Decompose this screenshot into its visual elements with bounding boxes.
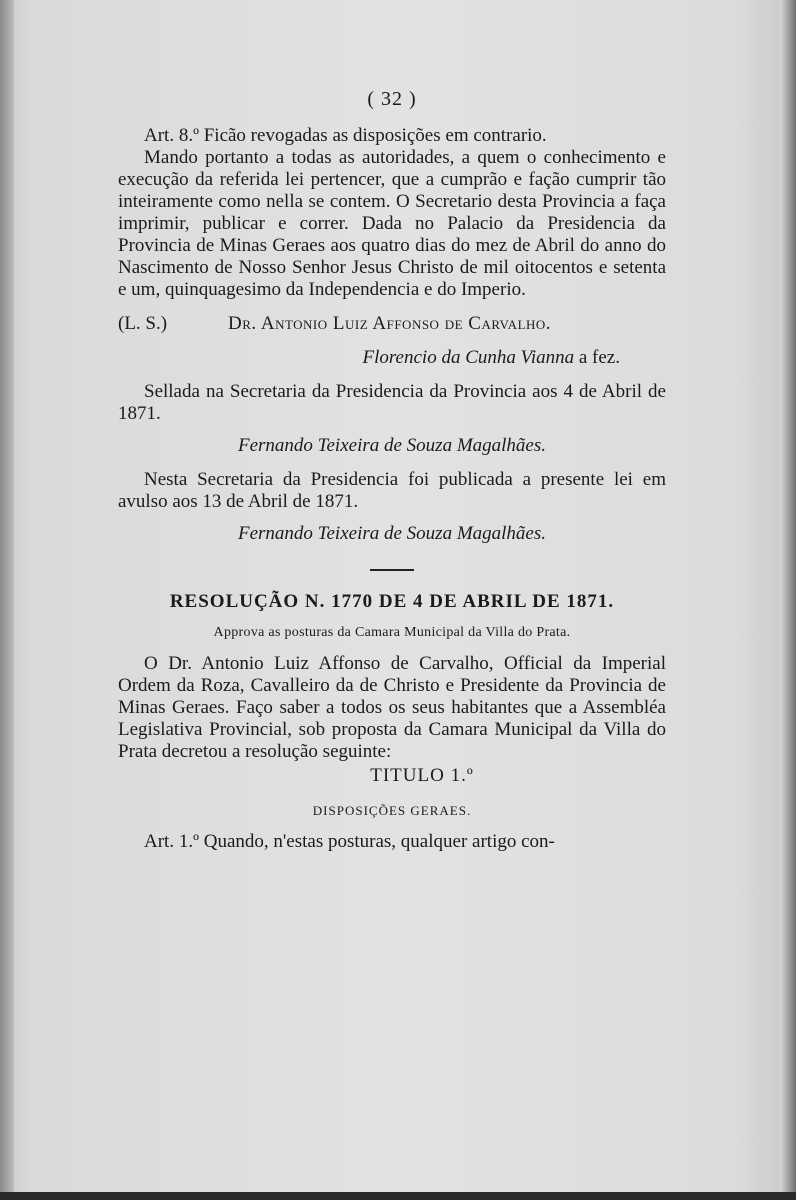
mandate-paragraph: Mando portanto a todas as autoridades, a quem o conhecimento e execução da referida lei pertencer, que a cumprão e fação cumprir tão inteiramente como nella se contem. O Secretario desta Provincia a faça imprimir, publicar e correr. Dada no Palacio da Presidencia da Provincia de Minas Geraes aos quatro dias do mez de Abril do anno do Nascimento de Nosso Senhor Jesus Christo de mil oitocentos e setenta e um, quinquagesimo da Independencia e do Imperio. — [118, 147, 666, 300]
published-paragraph: Nesta Secretaria da Presidencia foi publicada a presente lei em avulso aos 13 de Abril de 1871. — [118, 469, 666, 512]
page-left-edge — [0, 0, 14, 1200]
article-1: Art. 1.º Quando, n'estas posturas, qualquer artigo con- — [144, 831, 555, 852]
page-bottom-edge — [0, 1192, 796, 1200]
secretary-signature-2: Fernando Teixeira de Souza Magalhães. — [237, 523, 547, 544]
page-number: ( 32 ) — [367, 88, 417, 110]
section-heading: DISPOSIÇÕES GERAES. — [312, 803, 472, 818]
article-8: Art. 8.º Ficão revogadas as disposições em contrario. — [144, 125, 547, 146]
resolution-heading: RESOLUÇÃO N. 1770 DE 4 DE ABRIL DE 1871. — [169, 591, 615, 612]
resolution-body: O Dr. Antonio Luiz Affonso de Carvalho, Official da Imperial Ordem da Roza, Cavalleiro da de Christo e Presidente da Provincia de Minas Geraes. Faço saber a todos os seus habitantes que a Assembléa Legislativa Provincial, sob proposta da Camara Municipal da Villa do Prata decretou a resolução seguinte: — [118, 653, 666, 762]
sealed-paragraph: Sellada na Secretaria da Presidencia da Provincia aos 4 de Abril de 1871. — [118, 381, 666, 424]
resolution-summary: Approva as posturas da Camara Municipal da Villa do Prata. — [213, 625, 571, 640]
clerk-name: Florencio da Cunha Vianna — [362, 347, 575, 368]
text-block — [118, 88, 666, 853]
signature-row — [118, 313, 666, 335]
seal-mark: (L. S.) — [118, 313, 168, 334]
title-heading: TITULO 1.º — [370, 765, 474, 786]
section-divider — [370, 569, 414, 571]
secretary-signature-1: Fernando Teixeira de Souza Magalhães. — [237, 435, 547, 456]
clerk-suffix: a fez. — [574, 347, 620, 368]
signatory-name: Dr. Antonio Luiz Affonso de Carvalho. — [228, 313, 552, 334]
clerk-line — [118, 347, 666, 369]
page-right-edge — [780, 0, 796, 1200]
